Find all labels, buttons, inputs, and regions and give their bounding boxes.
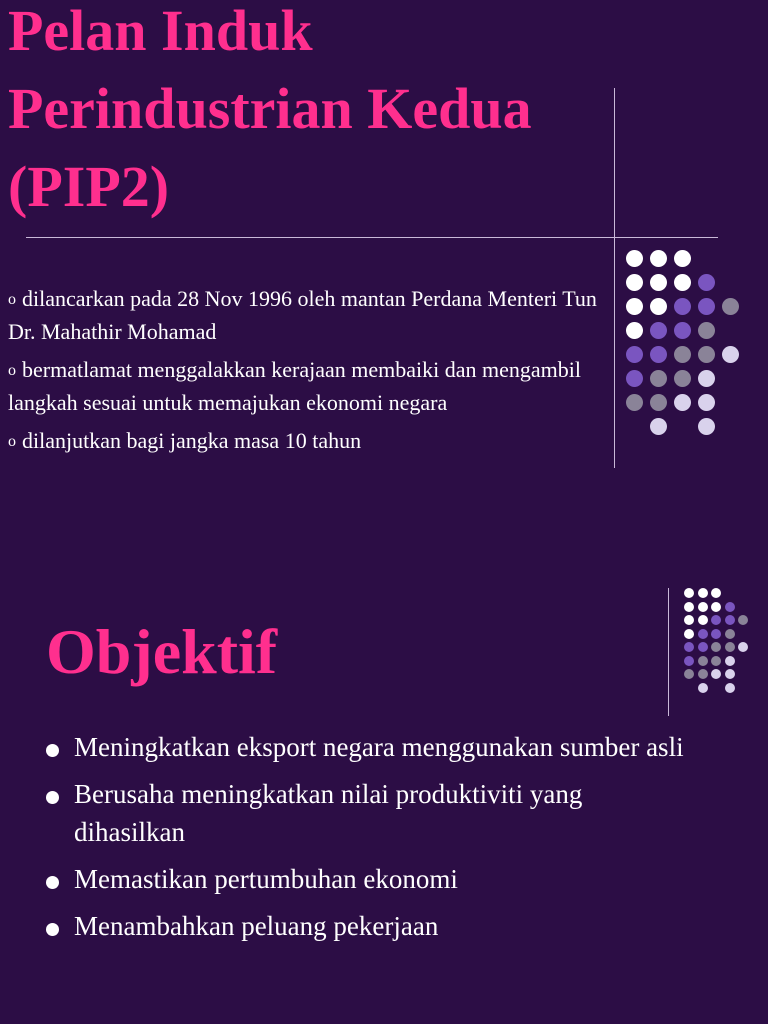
decorative-dot: [698, 274, 715, 291]
decorative-dot: [684, 602, 694, 612]
decorative-dot: [725, 642, 735, 652]
decorative-dot: [626, 370, 643, 387]
bullet-text: Berusaha meningkatkan nilai produktiviti yang dihasilkan: [74, 779, 583, 847]
decorative-dot: [698, 370, 715, 387]
decorative-dot: [711, 629, 721, 639]
bullet-text: dilanjutkan bagi jangka masa 10 tahun: [22, 428, 362, 453]
slide-2: [0, 512, 768, 1024]
decorative-dot: [725, 669, 735, 679]
decorative-dot: [626, 394, 643, 411]
list-item: [8, 354, 608, 419]
decorative-dot: [684, 615, 694, 625]
decorative-dot: [725, 656, 735, 666]
decorative-dot: [698, 394, 715, 411]
decorative-dot: [725, 683, 735, 693]
bullet-dot-icon: [46, 744, 59, 757]
decorative-dot: [626, 274, 643, 291]
decorative-dot: [626, 250, 643, 267]
decorative-dot: [698, 298, 715, 315]
bullet-text: bermatlamat menggalakkan kerajaan membaiki dan mengambil langkah sesuai untuk memajukan ekonomi negara: [8, 357, 581, 415]
decorative-dot: [711, 602, 721, 612]
decorative-dot: [698, 669, 708, 679]
decorative-dot: [650, 418, 667, 435]
decorative-dot: [711, 669, 721, 679]
decorative-dot: [725, 602, 735, 612]
slide-2-title: Objektif: [46, 616, 278, 687]
vertical-rule: [668, 588, 669, 716]
bullet-marker: o: [8, 362, 16, 379]
decorative-dot: [650, 250, 667, 267]
decorative-dot: [650, 322, 667, 339]
decorative-dot: [674, 394, 691, 411]
decorative-dot: [738, 615, 748, 625]
decorative-dot: [674, 274, 691, 291]
decorative-dot: [684, 588, 694, 598]
decorative-dot: [684, 669, 694, 679]
decorative-dot: [684, 656, 694, 666]
decorative-dot: [711, 656, 721, 666]
bullet-dot-icon: [46, 923, 59, 936]
decorative-dot: [684, 629, 694, 639]
slide-2-bullet-list: [46, 728, 686, 954]
decorative-dot: [626, 298, 643, 315]
decorative-dot: [698, 588, 708, 598]
bullet-text: dilancarkan pada 28 Nov 1996 oleh mantan Perdana Menteri Tun Dr. Mahathir Mohamad: [8, 286, 597, 344]
decorative-dot: [698, 346, 715, 363]
decorative-dot: [711, 615, 721, 625]
bullet-dot-icon: [46, 791, 59, 804]
decorative-dot: [725, 615, 735, 625]
decorative-dot: [684, 642, 694, 652]
decorative-dot: [738, 642, 748, 652]
decorative-dot: [626, 322, 643, 339]
decorative-dot: [650, 274, 667, 291]
bullet-text: Meningkatkan eksport negara menggunakan sumber asli: [74, 732, 684, 762]
list-item: [46, 907, 686, 945]
bullet-marker: o: [8, 433, 16, 450]
bullet-dot-icon: [46, 876, 59, 889]
decorative-dot: [698, 602, 708, 612]
decorative-dot: [711, 642, 721, 652]
slide-1-title: Pelan Induk Perindustrian Kedua (PIP2): [8, 0, 532, 219]
decorative-dot: [674, 250, 691, 267]
horizontal-rule: [26, 237, 718, 238]
list-item: [46, 860, 686, 898]
decorative-dot: [674, 370, 691, 387]
decorative-dot: [698, 683, 708, 693]
decorative-dot: [698, 656, 708, 666]
list-item: [8, 425, 608, 458]
decorative-dot: [698, 322, 715, 339]
decorative-dot: [698, 642, 708, 652]
decorative-dot: [674, 298, 691, 315]
decorative-dot: [711, 588, 721, 598]
decorative-dot: [650, 346, 667, 363]
list-item: [46, 728, 686, 766]
decorative-dot: [674, 346, 691, 363]
decorative-dot: [698, 615, 708, 625]
bullet-marker: o: [8, 291, 16, 308]
decorative-dot: [650, 394, 667, 411]
bullet-text: Memastikan pertumbuhan ekonomi: [74, 864, 458, 894]
vertical-rule: [614, 88, 615, 468]
decorative-dot: [650, 298, 667, 315]
slide-1-bullet-list: [8, 283, 608, 464]
decorative-dot: [650, 370, 667, 387]
decorative-dot: [674, 322, 691, 339]
list-item: [8, 283, 608, 348]
decorative-dot: [725, 629, 735, 639]
list-item: [46, 775, 686, 851]
decorative-dot: [698, 418, 715, 435]
decorative-dot: [722, 346, 739, 363]
decorative-dot: [626, 346, 643, 363]
decorative-dot: [722, 298, 739, 315]
decorative-dot: [698, 629, 708, 639]
bullet-text: Menambahkan peluang pekerjaan: [74, 911, 439, 941]
